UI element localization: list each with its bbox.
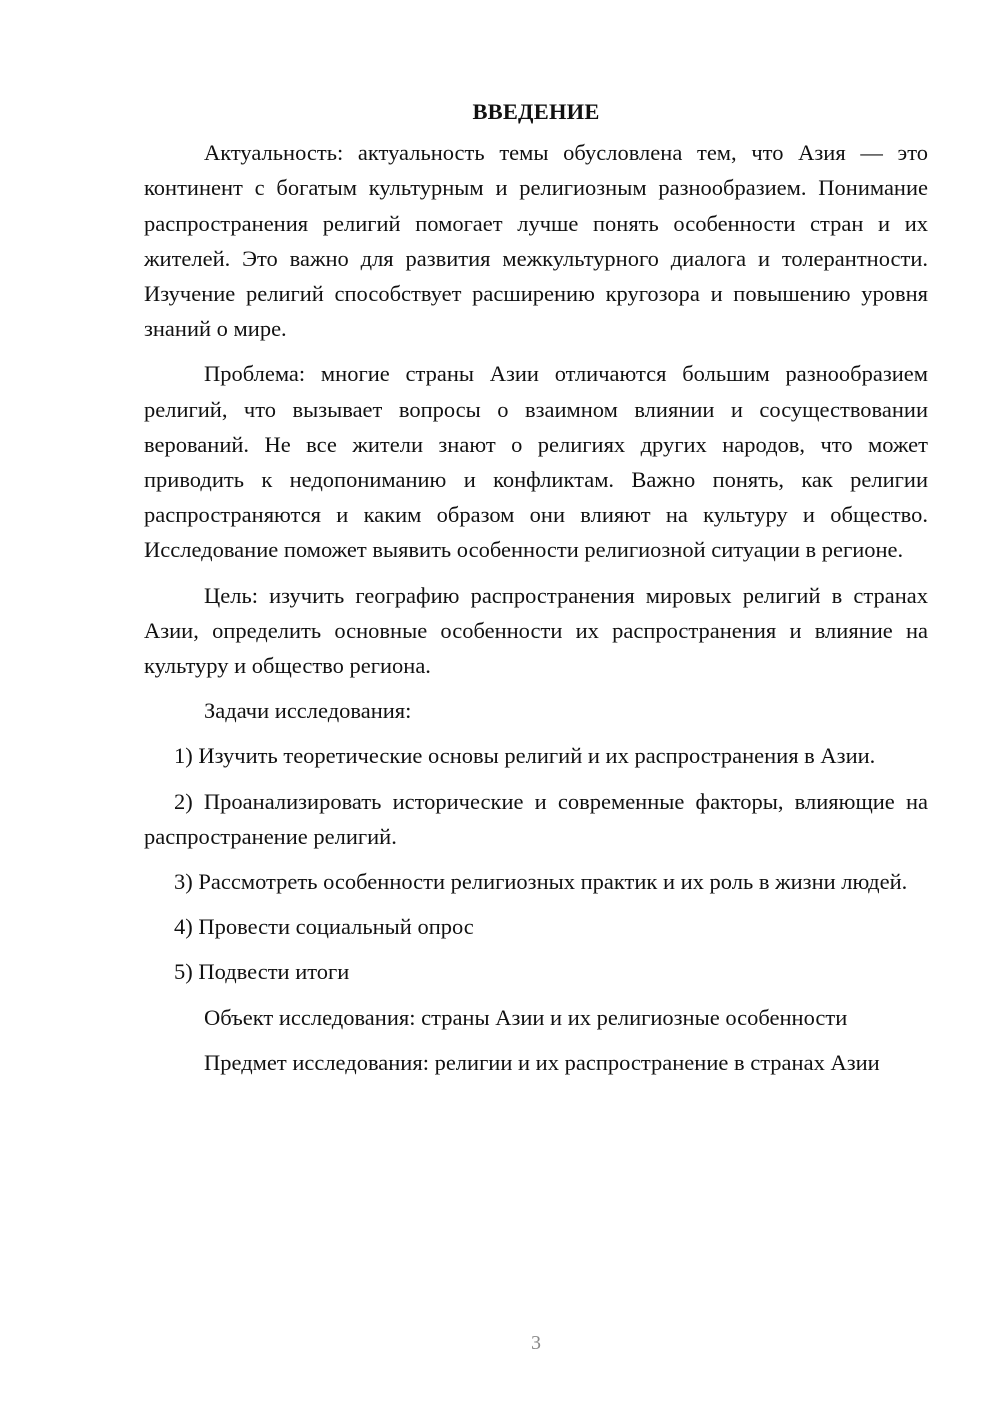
page-content <box>144 94 928 1090</box>
relevance-paragraph: Актуальность: актуальность темы обусловлена тем, что Азия — это континент с богатым культурным и религиозным разнообразием. Понимание распространения религий помогает лучше понять особенности стран и их жителей. Это важно для развития межкультурного диалога и толерантности. Изучение религий способствует расширению кругозора и повышению уровня знаний о мире. <box>144 140 928 342</box>
problem-paragraph: Проблема: многие страны Азии отличаются большим разнообразием религий, что вызывает вопросы о взаимном влиянии и сосуществовании верований. Не все жители знают о религиях других народов, что может приводить к недопониманию и конфликтам. Важно понять, как религии распространяются и каким образом они влияют на культуру и общество. Исследование поможет выявить особенности религиозной ситуации в регионе. <box>144 361 928 563</box>
page-number: 3 <box>531 1332 541 1354</box>
section-title: ВВЕДЕНИЕ <box>472 99 600 124</box>
tasks-heading: Задачи исследования: <box>204 698 412 724</box>
task-item: 2) Проанализировать исторические и современные факторы, влияющие на распространение религий. <box>144 788 928 849</box>
task-item: 4) Провести социальный опрос <box>174 914 474 940</box>
research-subject: Предмет исследования: религии и их распространение в странах Азии <box>204 1049 880 1075</box>
task-item: 5) Подвести итоги <box>174 959 350 985</box>
research-object: Объект исследования: страны Азии и их религиозные особенности <box>204 1004 848 1030</box>
goal-paragraph: Цель: изучить географию распространения мировых религий в странах Азии, определить основные особенности их распространения и влияние на культуру и общество региона. <box>144 582 928 679</box>
task-item: 1) Изучить теоретические основы религий и их распространения в Азии. <box>174 743 876 769</box>
task-item: 3) Рассмотреть особенности религиозных практик и их роль в жизни людей. <box>174 869 908 895</box>
